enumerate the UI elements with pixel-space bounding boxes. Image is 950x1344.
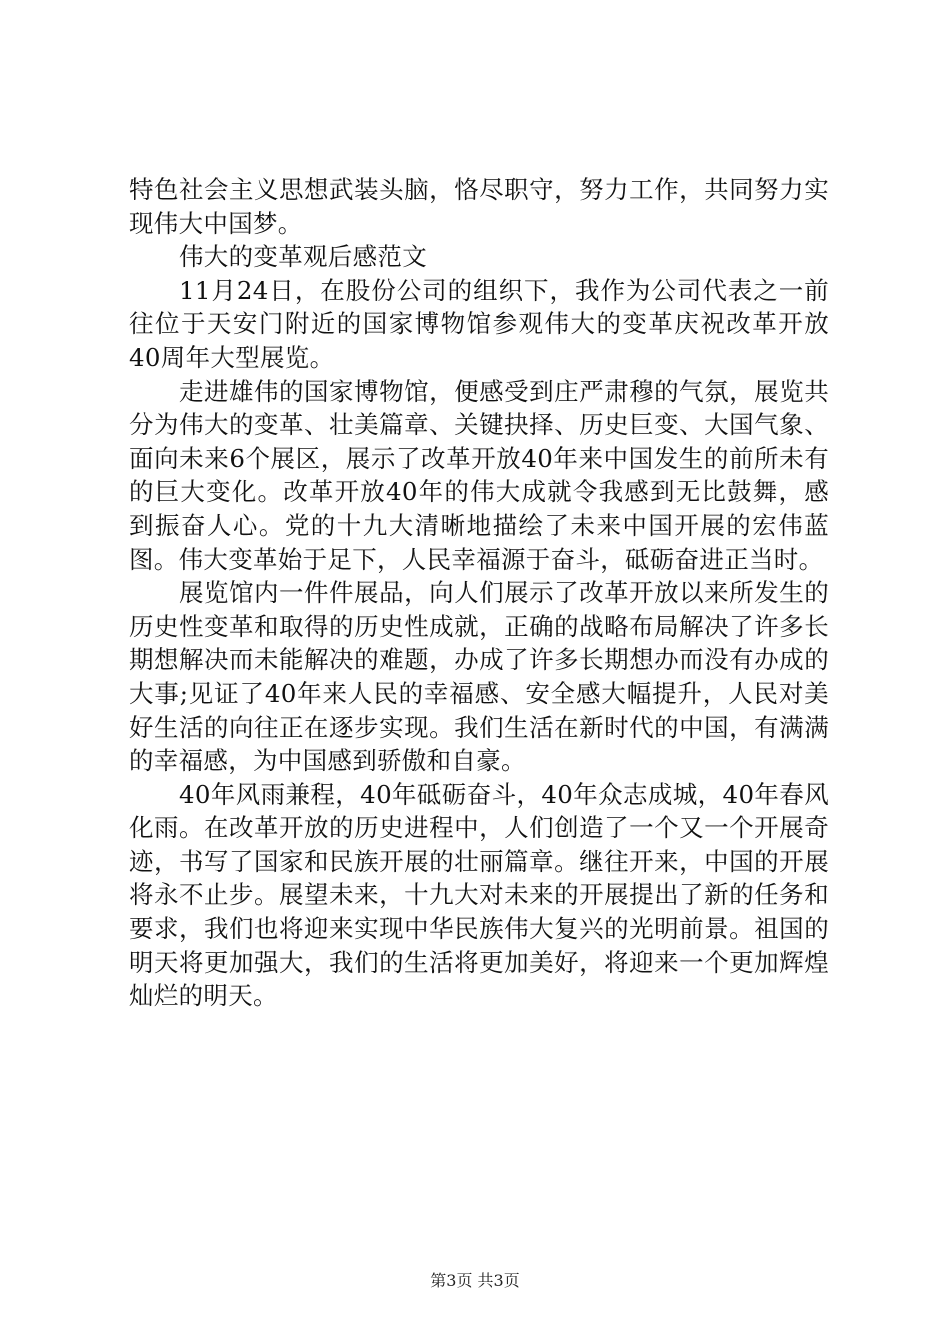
paragraph-continuation: 特色社会主义思想武装头脑，恪尽职守，努力工作，共同努力实现伟大中国梦。 bbox=[129, 175, 829, 238]
page-footer bbox=[0, 1271, 950, 1291]
paragraph: 40年风雨兼程，40年砥砺奋斗，40年众志成城，40年春风化雨。在改革开放的历史进程中，人们创造了一个又一个开展奇迹，书写了国家和民族开展的壮丽篇章。继往开来，中国的开展将永不止步。展望未来，十九大对未来的开展提出了新的任务和要求，我们也将迎来实现中华民族伟大复兴的光明前景。祖国的明天将更加强大，我们的生活将更加美好，将迎来一个更加辉煌灿烂的明天。 bbox=[129, 779, 829, 1011]
paragraph: 展览馆内一件件展品，向人们展示了改革开放以来所发生的历史性变革和取得的历史性成就，正确的战略布局解决了许多长期想解决而未能解决的难题，办成了许多长期想办而没有办成的大事;见证了40年来人民的幸福感、安全感大幅提升，人民对美好生活的向往正在逐步实现。我们生活在新时代的中国，有满满的幸福感，为中国感到骄傲和自豪。 bbox=[129, 578, 829, 776]
page-number: 第3页 共3页 bbox=[430, 1271, 520, 1290]
paragraph: 11月24日，在股份公司的组织下，我作为公司代表之一前往位于天安门附近的国家博物馆参观伟大的变革庆祝改革开放40周年大型展览。 bbox=[129, 275, 829, 372]
document-body bbox=[129, 173, 829, 1013]
section-title: 伟大的变革观后感范文 bbox=[179, 242, 427, 272]
paragraph: 走进雄伟的国家博物馆，便感受到庄严肃穆的气氛，展览共分为伟大的变革、壮美篇章、关键抉择、历史巨变、大国气象、面向未来6个展区，展示了改革开放40年来中国发生的前所未有的巨大变化。改革开放40年的伟大成就令我感到无比鼓舞，感到振奋人心。党的十九大清晰地描绘了未来中国开展的宏伟蓝图。伟大变革始于足下，人民幸福源于奋斗，砥砺奋进正当时。 bbox=[129, 376, 829, 574]
